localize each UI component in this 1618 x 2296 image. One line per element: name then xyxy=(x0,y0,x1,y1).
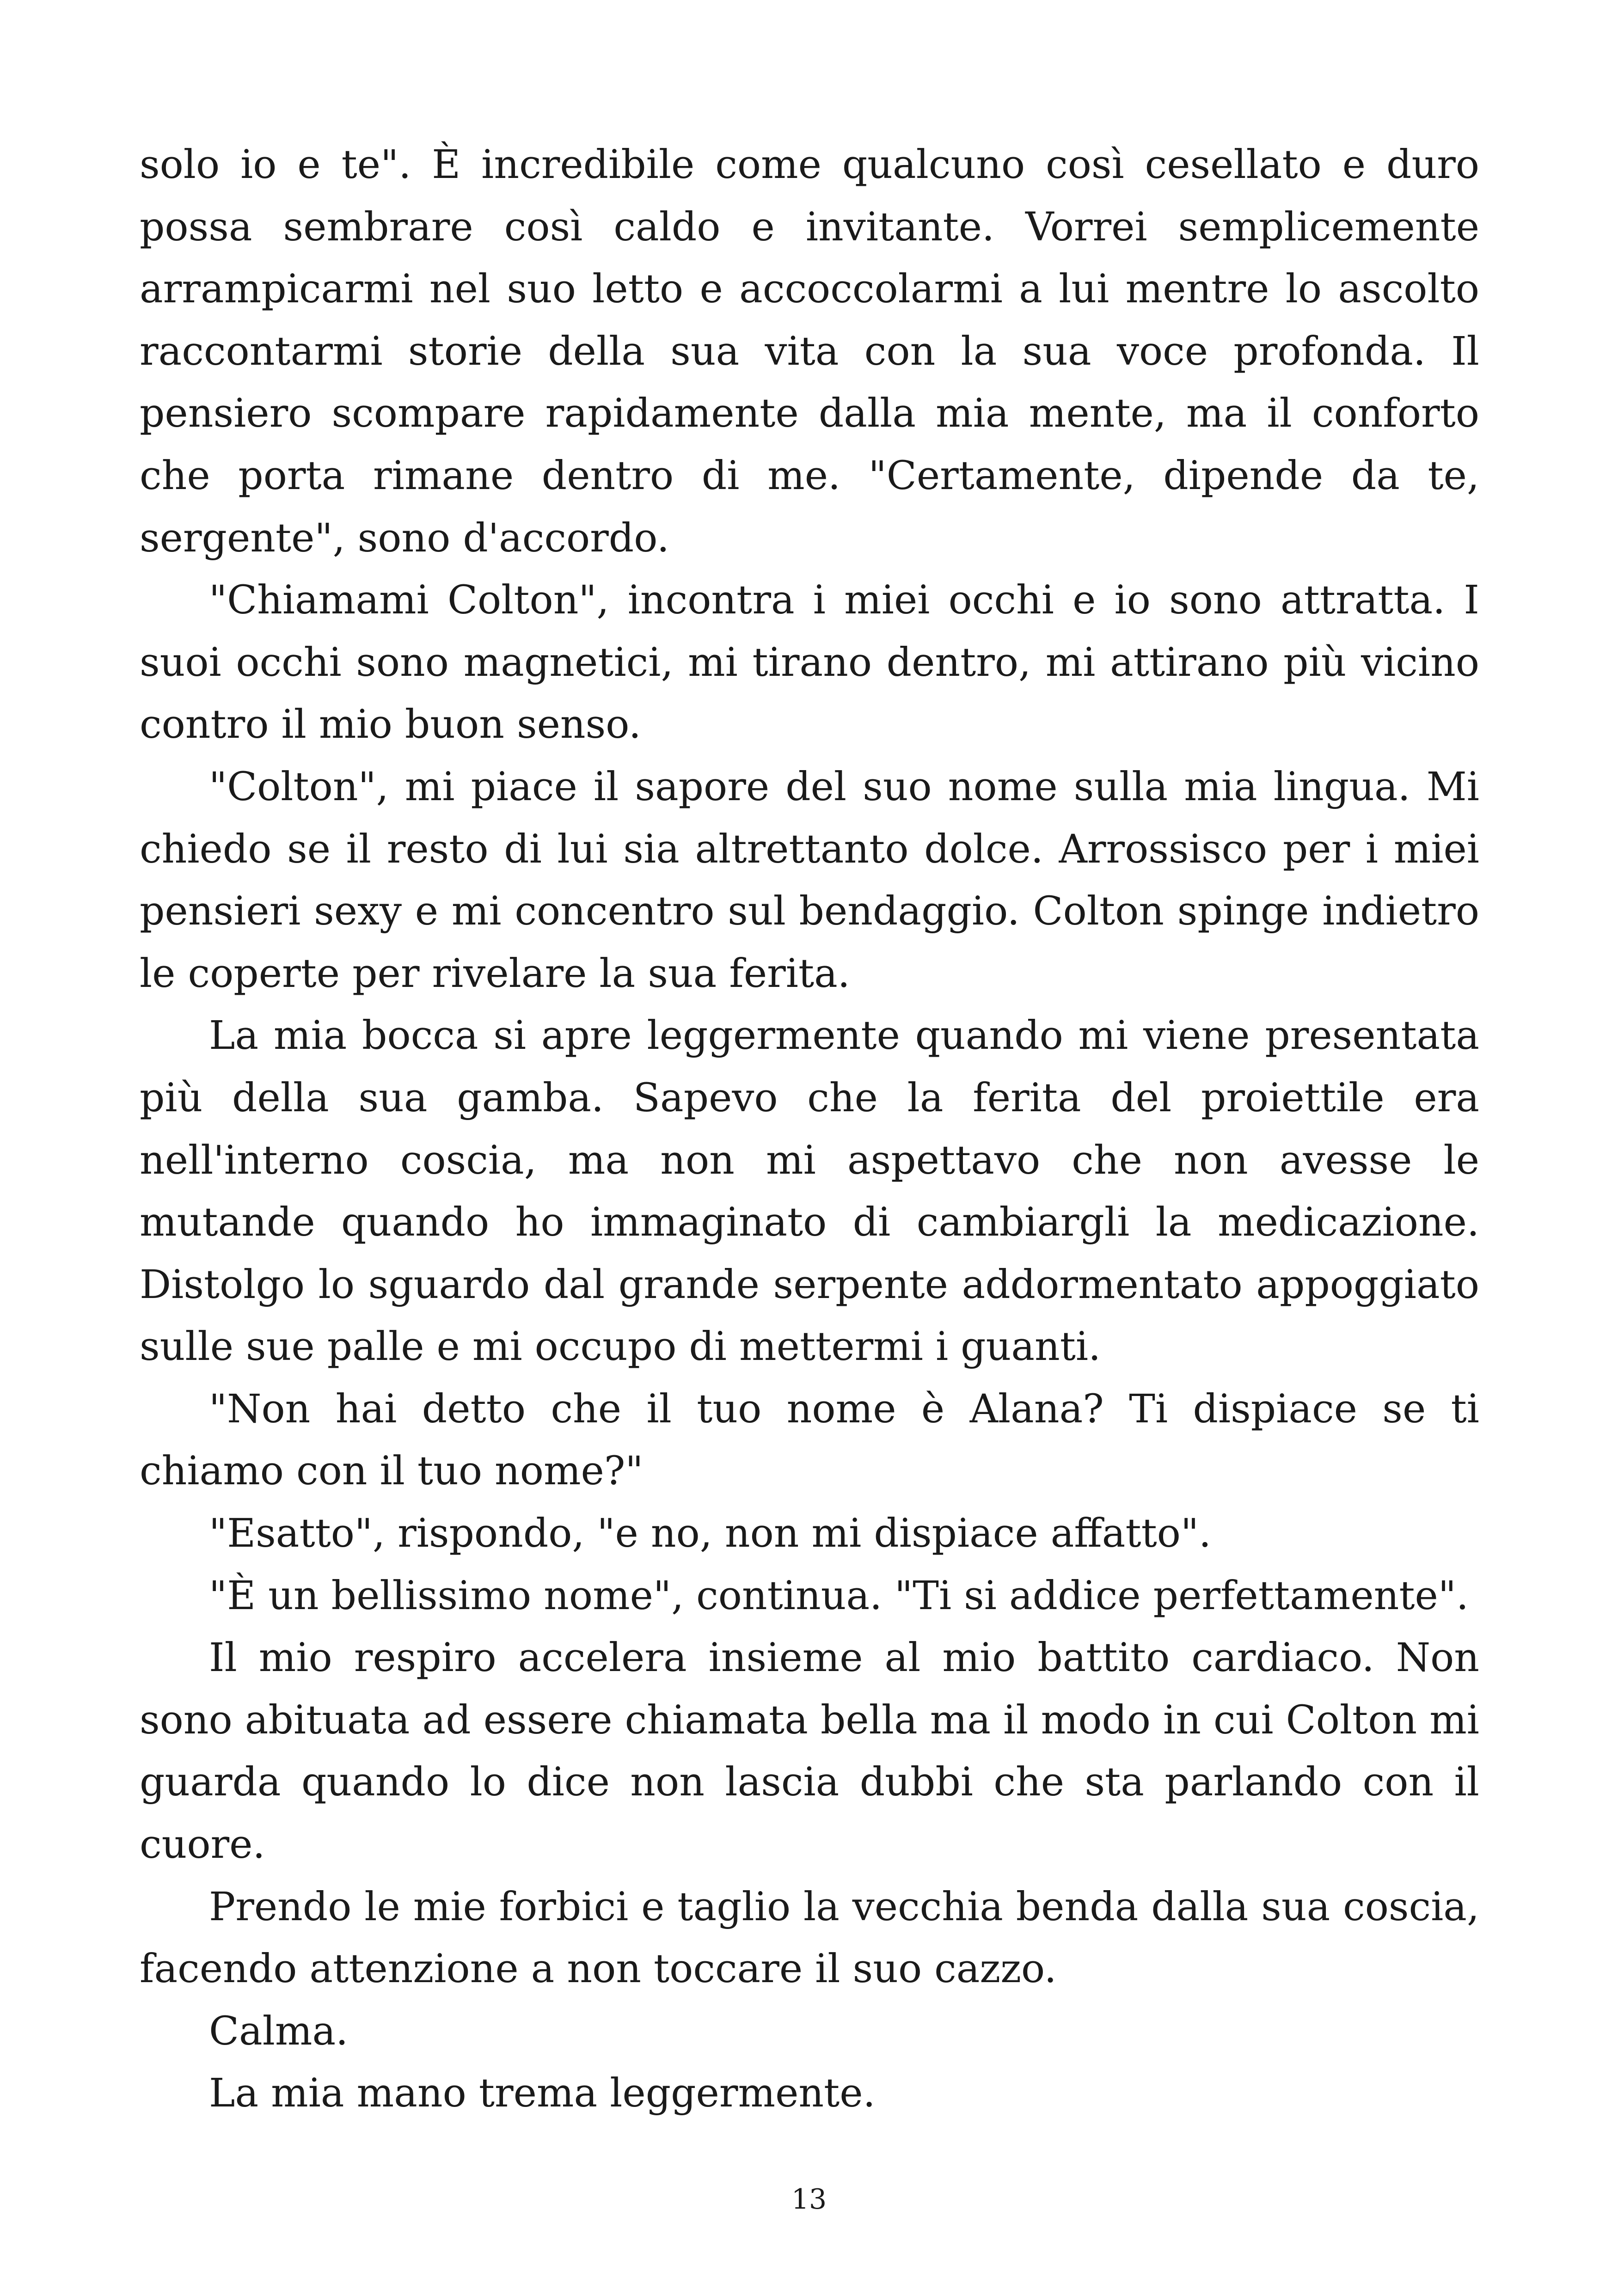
paragraph-4: La mia bocca si apre leggermente quando mi viene presentata più della sua gamba. Sapevo che la ferita del proiettile era nell'interno coscia, ma non mi aspettavo che non avesse le mutande quando ho immaginato di cambiargli la medicazione. Distolgo lo sguardo dal grande serpente addormentato appoggiato sulle sue palle e mi occupo di mettermi i guanti. xyxy=(140,1013,1479,1370)
paragraph-11: La mia mano trema leggermente. xyxy=(209,2070,876,2117)
paragraph-2: "Chiamami Colton", incontra i miei occhi e io sono attratta. I suoi occhi sono magnetici, mi tirano dentro, mi attirano più vicino contro il mio buon senso. xyxy=(140,577,1479,748)
paragraph-8: Il mio respiro accelera insieme al mio battito cardiaco. Non sono abituata ad essere chiamata bella ma il modo in cui Colton mi guarda quando lo dice non lascia dubbi che sta parlando con il cuore. xyxy=(140,1635,1479,1868)
paragraph-9: Prendo le mie forbici e taglio la vecchia benda dalla sua coscia, facendo attenzione a non toccare il suo cazzo. xyxy=(140,1884,1479,1992)
paragraph-6: "Esatto", rispondo, "e no, non mi dispiace affatto". xyxy=(209,1511,1212,1557)
body-text xyxy=(140,134,1479,2125)
paragraph-10: Calma. xyxy=(209,2008,349,2054)
paragraph-1: solo io e te". È incredibile come qualcuno così cesellato e duro possa sembrare così caldo e invitante. Vorrei semplicemente arrampicarmi nel suo letto e accoccolarmi a lui mentre lo ascolto raccontarmi storie della sua vita con la sua voce profonda. Il pensiero scompare rapidamente dalla mia mente, ma il conforto che porta rimane dentro di me. "Certamente, dipende da te, sergente", sono d'accordo. xyxy=(140,142,1479,561)
paragraph-7: "È un bellissimo nome", continua. "Ti si addice perfettamente". xyxy=(209,1573,1469,1619)
paragraph-3: "Colton", mi piace il sapore del suo nome sulla mia lingua. Mi chiedo se il resto di lui sia altrettanto dolce. Arrossisco per i miei pensieri sexy e mi concentro sul bendaggio. Colton spinge indietro le coperte per rivelare la sua ferita. xyxy=(140,764,1479,997)
paragraph-5: "Non hai detto che il tuo nome è Alana? Ti dispiace se ti chiamo con il tuo nome?" xyxy=(140,1386,1479,1494)
page-number: 13 xyxy=(791,2183,827,2216)
